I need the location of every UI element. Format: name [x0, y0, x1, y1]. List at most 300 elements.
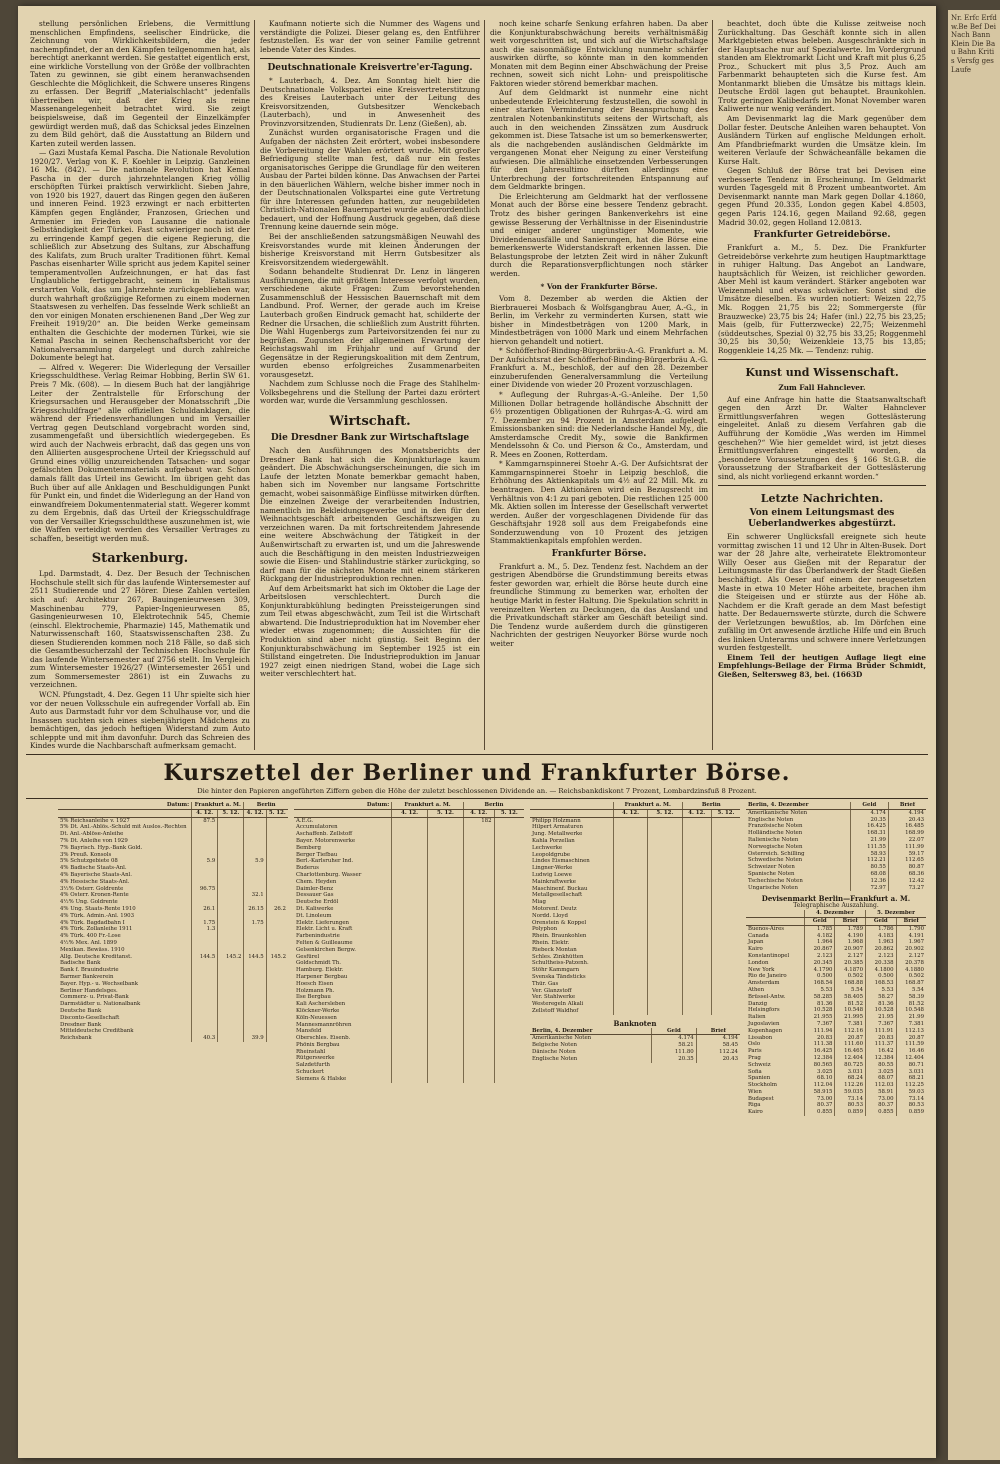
quote-cell — [392, 817, 428, 824]
quote-cell — [613, 1008, 647, 1015]
quote-cell — [428, 879, 464, 886]
quote-cell — [494, 1001, 524, 1008]
quote-cell — [266, 858, 288, 865]
quote-cell — [218, 886, 244, 893]
security-name: Dt. Kaliwerke — [296, 905, 334, 912]
table-row — [746, 987, 926, 994]
quote-cell: 81.36 — [804, 1001, 835, 1008]
quote-cell — [711, 838, 740, 845]
table-row — [58, 824, 288, 831]
table-row — [58, 1022, 288, 1029]
quote-cell — [463, 960, 494, 967]
quote-cell — [392, 852, 428, 859]
security-name: Kairo — [748, 1109, 763, 1116]
quote-cell — [428, 886, 464, 893]
security-name: Lechwerke — [532, 844, 563, 851]
table-header: 4. 12. — [192, 809, 218, 817]
security-name: Ver. Glanzstoff — [532, 987, 572, 994]
quote-cell: 73.27 — [888, 885, 926, 892]
quote-cell: 7.367 — [804, 1021, 835, 1028]
quote-cell: 0.502 — [835, 973, 866, 980]
security-name: 4½% Ung. Goldrente — [60, 899, 118, 906]
security-name: Rio de Janeiro — [748, 973, 787, 980]
table-header: 4. 12. — [682, 809, 711, 817]
quote-cell: 12.42 — [888, 878, 926, 885]
table-row — [294, 838, 524, 845]
quote-cell — [463, 1001, 494, 1008]
table-row — [294, 960, 524, 967]
quote-cell — [218, 824, 244, 831]
quote-cell: 168.31 — [850, 830, 888, 837]
quote-cell: 12.384 — [866, 1055, 897, 1062]
security-name: Thür. Gas — [532, 980, 559, 987]
security-name: Lindes Eismaschinen — [532, 858, 590, 865]
quote-cell — [192, 865, 218, 872]
quote-cell — [428, 845, 464, 852]
quote-cell — [648, 1001, 682, 1008]
quote-cell — [711, 967, 740, 974]
quote-cell — [494, 838, 524, 845]
security-name: Bayer. Hyp.- u. Wechselbank — [60, 980, 139, 987]
security-name: Schweizer Noten — [748, 864, 795, 871]
article-text: Frankfurt a. M., 5. Dez. Die Frankfurter Getreidebörse verkehrte zum heutigen Hauptmarkttage in ruhiger Haltung. Das Angebot an Landware, hauptsächlich für Weizen, ist reichlicher geworden. Aber Mehl ist kaum verändert. Stärker angeboten war Weizenmehl und etwas schwächer. Sonst sind die Umsätze dieselben. Es wurden notiert: Weizen 22,75 Mk. Roggen 21,75 bis 22; Sommergerste (für Brauzwecke) 23,75 bis 24; Hafer (inl.) 22,75 bis 23,25; Mais (gelb, für Futterzwecke) 22,75; Weizenmehl (süddeutsches, Spezial 0) 32,75 bis 33,25; Roggenmehl 30,25 bis 30,50; Weizenkleie 13,75 bis 13,85; Roggenkleie 14,25 Mk. — Tendenz: ruhig. — [718, 243, 926, 355]
table-row — [530, 1035, 740, 1042]
quote-cell — [463, 988, 494, 995]
quote-cell — [244, 899, 266, 906]
table-header: 4. Dezember — [804, 910, 865, 917]
table-row — [294, 899, 524, 906]
security-name: Rheinstahl — [296, 1048, 326, 1055]
table-header: Brief — [835, 917, 866, 925]
quote-cell — [266, 845, 288, 852]
quote-cell — [428, 872, 464, 879]
security-name: Kopenhagen — [748, 1027, 783, 1034]
article-text: Nach den Ausführungen des Monatsberichts der Dresdner Bank hat sich die Konjunkturlage kaum geändert. Die Abschwächungserscheinungen, die sich im Laufe der letzten Monate bemerkbar gemacht haben, haben sich im November nur langsame Fortschritte gemacht, wobei saisonmäßige Einflüsse mitwirken dürften. Die einzelnen Zweige der verarbeitenden Industrien, namentlich im Bekleidungsgewerbe und in den für den Weihnachtsgeschäft arbeitenden Geschäftszweigen zu verzeichnen waren. Da mit fortschreitendem Jahresende eine weitere Abschwächung der Tätigkeit in der Außenwirtschaft zu erwarten ist, und um die Jahreswende auch die Beschäftigung in den meisten Industriezweigen sowie die Eisen- und Stahlindustrie stärker zurückging, so darf man für die nächsten Monate mit einem stärkeren Rückgang der Industrieproduktion rechnen. — [260, 445, 480, 584]
quote-cell: 1.75 — [192, 920, 218, 927]
security-name: Motorenf. Deutz — [532, 905, 577, 912]
quote-cell: 73.00 — [804, 1096, 835, 1103]
quote-cell: 12.384 — [804, 1055, 835, 1062]
quote-cell: 10.528 — [804, 1007, 835, 1014]
security-name: Jung. Metallwerke — [532, 831, 583, 838]
table-row — [746, 823, 926, 830]
quote-cell — [648, 913, 682, 920]
quote-cell — [711, 906, 740, 913]
security-name: Köln-Neuessen — [296, 1014, 337, 1021]
security-name: 4% Badische Staats-Anl. — [60, 865, 127, 872]
security-name: Orenstein & Koppel — [532, 919, 587, 926]
table-row — [294, 1069, 524, 1076]
quote-cell: 4.1790 — [804, 967, 835, 974]
quote-cell — [192, 872, 218, 879]
article-heading: Frankfurter Getreidebörse. — [753, 230, 891, 241]
quote-cell — [192, 1015, 218, 1022]
article-subheading: Zum Fall Hahnclever. — [778, 383, 866, 393]
table-row — [294, 817, 524, 824]
table-row — [58, 920, 288, 927]
quote-cell — [711, 940, 740, 947]
quote-cell — [244, 845, 266, 852]
security-name: Mainkraftwerke — [532, 878, 576, 885]
table-row — [530, 1001, 740, 1008]
article-text: Sodann behandelte Studienrat Dr. Lenz in längeren Ausführungen, die mit größtem Interesse verfolgt wurden, verschiedene akute Fragen: Zum bevorstehenden Zusammenschluß der Hessischen Bauernschaft mit dem Landbund. Prof. Werner, der gerade auch im Kreise Lauterbach großen Eindruck gemacht hat, schilderte der Redner die Ursachen, die schließlich zum Austritt führten. Die Wahl Hugenbergs zum Parteivorsitzenden fei nur zu begrüßen. Zugunsten der allgemeinen Erwartung der Reichstagswahl im Frühjahr und auf Grund der Gegensätze in der Regierungskoalition mit dem Zentrum, wurden ebenso erfolgreiches Zusammenarbeiten vorausgesetzt. — [260, 267, 480, 379]
security-name: Tschechische Noten — [748, 877, 803, 884]
quote-cell: 2.127 — [835, 953, 866, 960]
quote-cell — [266, 899, 288, 906]
quote-cell — [711, 933, 740, 940]
security-name: Siemens & Halske — [296, 1075, 347, 1082]
table-row — [746, 830, 926, 837]
quote-cell: 80.37 — [804, 1102, 835, 1109]
quote-cell: 16.425 — [804, 1048, 835, 1055]
quote-cell — [266, 994, 288, 1001]
quote-cell — [613, 906, 647, 913]
quote-cell — [648, 967, 682, 974]
security-name: Ver. Stahlwerke — [532, 994, 576, 1001]
security-name: Österreich. Schilling — [748, 850, 805, 857]
quote-cell — [218, 817, 244, 824]
quote-cell — [682, 920, 711, 927]
quote-cell — [392, 974, 428, 981]
table-row — [746, 1055, 926, 1062]
quote-cell — [218, 1015, 244, 1022]
security-name: Mitteldeutsche Creditbank — [60, 1028, 134, 1035]
quote-cell — [682, 845, 711, 852]
quote-cell: 111.94 — [804, 1028, 835, 1035]
quote-cell — [428, 838, 464, 845]
quote-cell — [682, 865, 711, 872]
security-name: 4% Türk. Zollanleihe 1911 — [60, 926, 133, 933]
industrials-table — [294, 802, 524, 1083]
quote-cell — [494, 994, 524, 1001]
security-name: Buderus — [296, 865, 319, 872]
security-name: Holländische Noten — [748, 830, 803, 837]
quote-cell — [392, 1028, 428, 1035]
quote-cell — [463, 926, 494, 933]
quote-cell — [648, 940, 682, 947]
table-row — [746, 939, 926, 946]
quote-cell — [392, 1049, 428, 1056]
quote-cell: 80.71 — [896, 1062, 926, 1069]
quote-cell — [494, 1069, 524, 1076]
table-row — [746, 1075, 926, 1082]
quote-cell: 111.37 — [866, 1041, 897, 1048]
quote-cell — [463, 947, 494, 954]
quote-cell — [428, 994, 464, 1001]
quote-cell — [266, 879, 288, 886]
quote-cell — [192, 988, 218, 995]
quote-cell — [648, 892, 682, 899]
security-name: Schultheiss-Patzenh. — [532, 960, 589, 967]
quote-cell — [192, 994, 218, 1001]
table-row — [58, 926, 288, 933]
quote-cell — [613, 845, 647, 852]
quote-cell — [192, 940, 218, 947]
quote-cell — [192, 974, 218, 981]
table-row — [58, 974, 288, 981]
quote-cell — [463, 858, 494, 865]
quote-cell: 80.565 — [804, 1062, 835, 1069]
quote-cell — [682, 838, 711, 845]
quote-cell — [392, 1055, 428, 1062]
quote-cell — [218, 947, 244, 954]
quote-cell — [463, 1076, 494, 1083]
security-name: Hamburg. Elektr. — [296, 967, 344, 974]
table-row — [58, 838, 288, 845]
quote-cell — [494, 858, 524, 865]
table-header: 5. 12. — [648, 809, 682, 817]
quote-cell — [682, 913, 711, 920]
market-block-shares — [530, 802, 740, 1063]
market-block-industrials — [294, 802, 524, 1083]
quote-cell — [494, 933, 524, 940]
quote-cell — [392, 1022, 428, 1029]
quote-cell — [463, 1015, 494, 1022]
table-row — [530, 858, 740, 865]
table-header: Datum: — [294, 802, 392, 809]
table-row — [294, 933, 524, 940]
security-name: Brüssel-Antw. — [748, 993, 786, 1000]
quote-cell — [711, 988, 740, 995]
security-name: Goldschmidt Th. — [296, 960, 341, 967]
quote-cell — [648, 933, 682, 940]
quote-cell: 112.03 — [866, 1082, 897, 1089]
security-name: Phönix Bergbau — [296, 1041, 340, 1048]
quote-cell: 4.174 — [850, 809, 888, 816]
quote-cell: 81.36 — [866, 1001, 897, 1008]
table-header: 5. 12. — [218, 809, 244, 817]
table-row — [530, 852, 740, 859]
quote-cell — [494, 947, 524, 954]
quote-cell: 58.21 — [652, 1042, 697, 1049]
article-heading: Deutschnationale Kreisvertre'er-Tagung. — [267, 63, 473, 74]
adjacent-page-text: Nr. Erfc Erfd w.Be Bef Dei Nach Bann Klein Die Bau Bahn Kritis Versfg ges Laufe — [951, 14, 997, 74]
quote-cell: 21.99 — [896, 1014, 926, 1021]
quote-cell — [266, 872, 288, 879]
table-row — [746, 1062, 926, 1069]
quote-cell — [648, 817, 682, 824]
quote-cell — [244, 926, 266, 933]
quote-cell: 7.381 — [896, 1021, 926, 1028]
security-name: Bayer. Motorenwerke — [296, 837, 356, 844]
devisen-subtitle: Telegraphische Auszahlung. — [793, 902, 879, 910]
quote-cell — [218, 872, 244, 879]
quote-cell — [266, 838, 288, 845]
quote-cell — [218, 879, 244, 886]
quote-cell — [428, 852, 464, 859]
table-header: 5. Dezember — [866, 910, 926, 917]
quote-cell: 5.54 — [896, 987, 926, 994]
quote-cell — [428, 947, 464, 954]
quote-cell — [613, 899, 647, 906]
quote-cell: 2.123 — [804, 953, 835, 960]
quote-cell — [463, 852, 494, 859]
quote-cell: 58.285 — [804, 994, 835, 1001]
security-name: Ilse Bergbau — [296, 994, 331, 1001]
shares-table — [530, 802, 740, 1015]
security-name: Harpener Bergbau — [296, 973, 348, 980]
article-text: Auf dem Arbeitsmarkt hat sich im Oktober die Lage der Arbeitslosen verschlechtert. Durch die Konjunkturabkühlung bedingten Preissteigerungen sind zum Teil etwas abgeschwächt, zum Teil ist die Wirtschaft abwartend. Die Industrieproduktion hat im November eher wieder etwas zugenommen; die Aussichten für die Produktion sind aber nicht günstig. Seit Beginn der Konjunkturabschwächung im September 1925 ist ein Stillstand eingetreten. Die Industrieproduktion im Januar 1927 zeigt einen niedrigen Stand, wobei die Lage sich weiter verschlechtert hat. — [260, 583, 480, 679]
quote-cell — [428, 920, 464, 927]
quote-cell: 144.5 — [244, 954, 266, 961]
security-name: 4% Türk. Admin.-Anl. 1903 — [60, 912, 135, 919]
quote-cell — [192, 947, 218, 954]
quote-cell — [711, 824, 740, 831]
quote-cell — [648, 879, 682, 886]
quote-cell — [648, 838, 682, 845]
quote-cell — [463, 1049, 494, 1056]
security-name: 7% Dt. Anleihe von 1929 — [60, 837, 128, 844]
quote-cell — [613, 838, 647, 845]
quote-cell — [192, 838, 218, 845]
quote-cell: 20.378 — [896, 960, 926, 967]
quote-cell — [613, 926, 647, 933]
quote-cell: 1.786 — [866, 925, 897, 932]
security-name: Kali Aschersleben — [296, 1001, 346, 1008]
security-name: Philipp Holzmann — [532, 817, 581, 824]
quote-cell — [711, 926, 740, 933]
quote-cell: 20.83 — [804, 1035, 835, 1042]
quote-cell: 16.425 — [850, 823, 888, 830]
column-2 — [260, 20, 480, 680]
table-row — [530, 831, 740, 838]
table-header: Geld — [866, 917, 897, 925]
quote-cell: 1.789 — [835, 925, 866, 932]
quote-cell — [244, 981, 266, 988]
security-name: Hilpert Armaturen — [532, 824, 583, 831]
quote-cell — [244, 879, 266, 886]
quote-cell: 73.14 — [896, 1096, 926, 1103]
quote-cell: 80.725 — [835, 1062, 866, 1069]
table-header: Geld — [850, 802, 888, 809]
table-row — [294, 879, 524, 886]
security-name: Klöckner-Werke — [296, 1007, 340, 1014]
table-row — [530, 967, 740, 974]
devisen-title: Devisenmarkt Berlin—Frankfurt a. M. — [761, 894, 911, 904]
quote-cell — [711, 852, 740, 859]
quote-cell — [428, 1049, 464, 1056]
banknoten-table — [530, 1028, 740, 1063]
quote-cell — [428, 926, 464, 933]
table-row — [746, 1069, 926, 1076]
table-row — [294, 913, 524, 920]
quote-cell — [428, 967, 464, 974]
quote-cell — [682, 940, 711, 947]
table-header: Frankfurt a. M. — [613, 802, 682, 809]
quote-cell — [428, 1028, 464, 1035]
quote-cell — [428, 1015, 464, 1022]
quote-cell: 111.91 — [866, 1028, 897, 1035]
quote-cell: 80.87 — [888, 864, 926, 871]
quote-cell — [463, 954, 494, 961]
security-name: Metallgesellschaft — [532, 892, 583, 899]
table-header: Datum: — [58, 802, 192, 809]
quote-cell — [218, 838, 244, 845]
quote-cell — [711, 872, 740, 879]
quote-cell: 68.21 — [896, 1075, 926, 1082]
quote-cell — [613, 886, 647, 893]
quote-cell — [494, 988, 524, 995]
quote-cell — [494, 831, 524, 838]
quote-cell — [682, 899, 711, 906]
quote-cell — [463, 831, 494, 838]
quote-cell: 168.87 — [896, 980, 926, 987]
quote-cell — [711, 831, 740, 838]
security-name: Canada — [748, 932, 769, 939]
quote-cell: 21.955 — [804, 1014, 835, 1021]
security-name: Jugoslavien — [748, 1020, 780, 1027]
table-row — [58, 1015, 288, 1022]
table-row — [294, 994, 524, 1001]
table-row — [746, 878, 926, 885]
table-row — [746, 1021, 926, 1028]
quote-cell — [392, 920, 428, 927]
market-block-bonds — [58, 802, 288, 1042]
quote-cell: 21.995 — [835, 1014, 866, 1021]
table-header: 4. 12. — [613, 809, 647, 817]
quote-cell — [244, 1028, 266, 1035]
security-name: Oslo — [748, 1041, 761, 1048]
quote-cell: 2.123 — [866, 953, 897, 960]
quote-cell: 0.855 — [866, 1109, 897, 1116]
advert-note: Einem Teil der heutigen Auflage liegt eine Empfehlungs-Beilage der Firma Brüder Schmidt, Gießen, Seltersweg 83, bei. (1663D — [718, 652, 926, 679]
quote-cell — [711, 947, 740, 954]
quote-cell — [266, 940, 288, 947]
table-row — [746, 973, 926, 980]
table-row — [530, 913, 740, 920]
quote-cell: 1.3 — [192, 926, 218, 933]
quote-cell — [192, 879, 218, 886]
quote-cell — [613, 947, 647, 954]
quote-cell — [463, 981, 494, 988]
quote-cell: 80.37 — [866, 1102, 897, 1109]
table-row — [746, 933, 926, 940]
quote-cell: 21.99 — [850, 837, 888, 844]
quote-cell — [428, 858, 464, 865]
quote-cell — [392, 838, 428, 845]
security-name: Danzig — [748, 1000, 768, 1007]
quote-cell: 20.902 — [896, 946, 926, 953]
quote-cell — [244, 852, 266, 859]
quote-cell — [494, 1055, 524, 1062]
quote-cell: 7.367 — [866, 1021, 897, 1028]
quote-cell — [682, 852, 711, 859]
quote-cell: 5.53 — [804, 987, 835, 994]
security-name: Rhein. Braunkohlen — [532, 933, 587, 940]
table-row — [294, 954, 524, 961]
quote-cell: 145.2 — [218, 954, 244, 961]
quote-cell: 112.04 — [804, 1082, 835, 1089]
quote-cell — [244, 872, 266, 879]
security-name: Polyphon — [532, 926, 558, 933]
quote-cell — [428, 981, 464, 988]
quote-cell — [266, 817, 288, 824]
quote-cell — [648, 872, 682, 879]
table-row — [746, 925, 926, 932]
security-name: 3% Preuß. Konsols — [60, 851, 112, 858]
table-header: 4. 12. — [392, 809, 428, 817]
quote-cell — [463, 892, 494, 899]
quote-cell — [392, 831, 428, 838]
quote-cell: 0.502 — [896, 973, 926, 980]
table-row — [58, 886, 288, 893]
quote-cell — [218, 892, 244, 899]
table-row — [294, 892, 524, 899]
table-row — [746, 1014, 926, 1021]
quote-cell — [192, 899, 218, 906]
quote-cell — [613, 933, 647, 940]
section-heading: Kunst und Wissenschaft. — [745, 366, 899, 380]
